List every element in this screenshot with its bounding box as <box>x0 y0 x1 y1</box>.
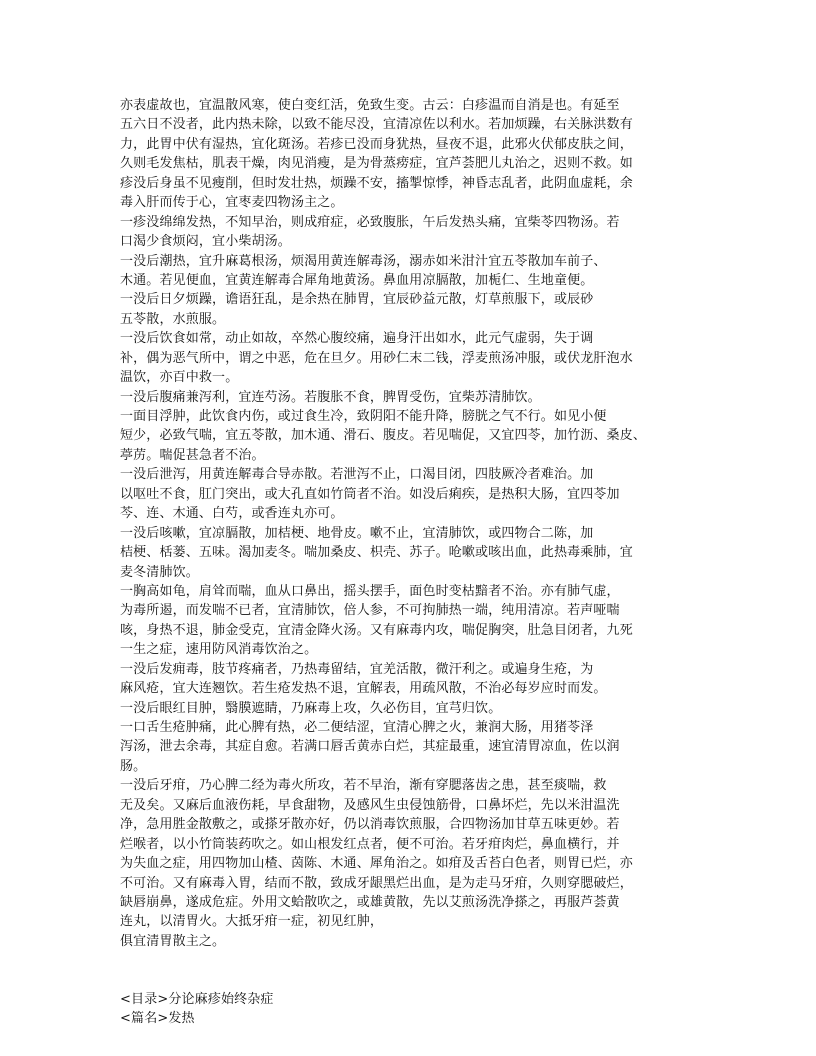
text-line: 无及矣。又麻后血液伤耗，早食甜物，及感风生虫侵蚀筋骨，口鼻坏烂，先以米泔温洗 <box>120 797 620 813</box>
body-text <box>120 96 690 971</box>
text-line: 不可治。又有麻毒入胃，结而不散，致成牙龈黑烂出血，是为走马牙疳，久则穿腮破烂， <box>120 875 633 891</box>
text-line: 咳，身热不退，肺金受克，宜清金降火汤。又有麻毒内攻，喘促胸突，肚急目闭者，九死 <box>120 622 633 638</box>
text-line: 一没后潮热，宜升麻葛根汤，烦渴用黄连解毒汤，溺赤如米泔汁宜五苓散加车前子、 <box>120 253 607 269</box>
text-line: 一疹没绵绵发热，不知早治，则成疳症，必致腹胀，午后发热头痛，宜柴苓四物汤。若 <box>120 214 620 230</box>
text-line: 毒入肝而传于心，宜枣麦四物汤主之。 <box>120 195 344 211</box>
text-line: 一胸高如龟，肩耸而喘，血从口鼻出，摇头摆手，面色时变枯黯者不治。亦有肺气虚， <box>120 583 620 599</box>
text-line: 桔梗、栝蒌、五味。渴加麦冬。喘加桑皮、枳壳、苏子。呛嗽或咳出血，此热毒乘肺，宜 <box>120 545 633 561</box>
footer-meta <box>120 990 690 1029</box>
catalog-label: <目录>分论麻疹始终杂症 <box>120 991 274 1007</box>
text-line: 木通。若见便血，宜黄连解毒合犀角地黄汤。鼻血用凉膈散，加栀仁、生地童便。 <box>120 272 594 288</box>
text-line: 俱宜清胃散主之。 <box>120 933 226 949</box>
text-line: 力，此胃中伏有湿热，宜化斑汤。若疹已没而身犹热，昼夜不退，此邪火伏郁皮肤之间， <box>120 136 633 152</box>
chapter-label: <篇名>发热 <box>120 1011 195 1027</box>
text-line: 缺唇崩鼻，遂成危症。外用文蛤散吹之，或雄黄散，先以艾煎汤洗净搽之，再服芦荟黄 <box>120 894 620 910</box>
text-line: 温饮，亦百中救一。 <box>120 370 239 386</box>
text-line <box>120 951 690 970</box>
text-line: 补，偶为恶气所中，谓之中恶，危在旦夕。用砂仁末二钱，浮麦煎汤冲服，或伏龙肝泡水 <box>120 350 633 366</box>
text-line: 一面目浮肿，此饮食内伤，或过食生冷，致阴阳不能升降，膀胱之气不行。如见小便 <box>120 409 607 424</box>
text-line: 芩、连、木通、白芍，或香连丸亦可。 <box>120 506 344 522</box>
text-line: 五苓散，水煎服。 <box>120 311 226 327</box>
text-line: 麻风疮，宜大连翘饮。若生疮发热不退，宜解表，用疏风散，不治必每岁应时而发。 <box>120 681 607 697</box>
text-line: 五六日不没者，此内热未除，以致不能尽没，宜清凉佐以利水。若加烦躁，右关脉洪数有 <box>120 117 633 133</box>
text-line: 久则毛发焦枯，肌表干燥，肉见消瘦，是为骨蒸痨症，宜芦荟肥儿丸治之，迟则不救。如 <box>120 156 633 172</box>
text-line: 疹没后身虽不见瘦削，但时发壮热，烦躁不安，搐掣惊悸，神昏志乱者，此阴血虚耗，余 <box>120 175 633 191</box>
text-line: 一没后牙疳，乃心脾二经为毒火所攻，若不早治，渐有穿腮落齿之患，甚至痰喘，救 <box>120 778 607 794</box>
text-line: 为失血之症，用四物加山楂、茵陈、木通、犀角治之。如疳及舌苔白色者，则胃已烂，亦 <box>120 856 633 872</box>
text-line: 净，急用胜金散敷之，或搽牙散亦好，仍以消毒饮煎服，合四物汤加甘草五味更妙。若 <box>120 817 620 833</box>
section-gap <box>120 971 690 990</box>
text-line: 一生之症，速用防风消毒饮治之。 <box>120 642 318 658</box>
text-line: 一没后眼红目肿，翳膜遮睛，乃麻毒上攻，久必伤目，宜芎归饮。 <box>120 700 502 716</box>
text-line: 肠。 <box>120 758 147 774</box>
text-line: 以呕吐不食，肛门突出，或大孔直如竹筒者不治。如没后痢疾，是热积大肠，宜四苓加 <box>120 486 620 502</box>
text-line: 亦表虚故也，宜温散风寒，使白变红活，免致生变。古云：白疹温而自消是也。有延至 <box>120 98 620 113</box>
text-line: 一没后腹痛兼泻利，宜连芍汤。若腹胀不食，脾胃受伤，宜柴苏清肺饮。 <box>120 389 541 405</box>
text-line: 一没后发痈毒，肢节疼痛者，乃热毒留结，宜羌活散，微汗利之。或遍身生疮，为 <box>120 661 594 677</box>
text-line: 麦冬清肺饮。 <box>120 564 199 580</box>
text-line: 葶苈。喘促甚急者不治。 <box>120 447 265 463</box>
text-line: 泻汤，泄去余毒，其症自愈。若满口唇舌黄赤白烂，其症最重，速宜清胃凉血，佐以润 <box>120 739 620 755</box>
text-line: 一没后泄泻，用黄连解毒合导赤散。若泄泻不止，口渴目闭，四肢厥冷者难治。加 <box>120 467 594 483</box>
text-line: 短少，必致气喘，宜五苓散，加木通、滑石、腹皮。若见喘促，又宜四苓，加竹沥、桑皮、 <box>120 428 647 444</box>
text-line: 一没后饮食如常，动止如故，卒然心腹绞痛，遍身汗出如水，此元气虚弱，失于调 <box>120 331 594 347</box>
text-line: 为毒所遏，而发喘不已者，宜清肺饮，倍人参，不可拘肺热一端，纯用清凉。若声哑喘 <box>120 603 620 619</box>
text-line: 一没后咳嗽，宜凉膈散，加桔梗、地骨皮。嗽不止，宜清肺饮，或四物合二陈，加 <box>120 525 594 541</box>
document-page <box>120 96 690 1029</box>
text-line: 一没后日夕烦躁，谵语狂乱，是余热在肺胃，宜辰砂益元散，灯草煎服下，或辰砂 <box>120 292 594 308</box>
text-line: 口渴少食烦闷，宜小柴胡汤。 <box>120 234 291 250</box>
text-line: 连丸，以清胃火。大抵牙疳一症，初见红肿， <box>120 914 384 930</box>
text-line: 一口舌生疮肿痛，此心脾有热，必二便结涩，宜清心脾之火，兼润大肠，用猪苓泽 <box>120 720 594 735</box>
text-line: 烂喉者，以小竹筒装药吹之。如山根发红点者，便不可治。若牙疳肉烂，鼻血横行，并 <box>120 836 620 852</box>
